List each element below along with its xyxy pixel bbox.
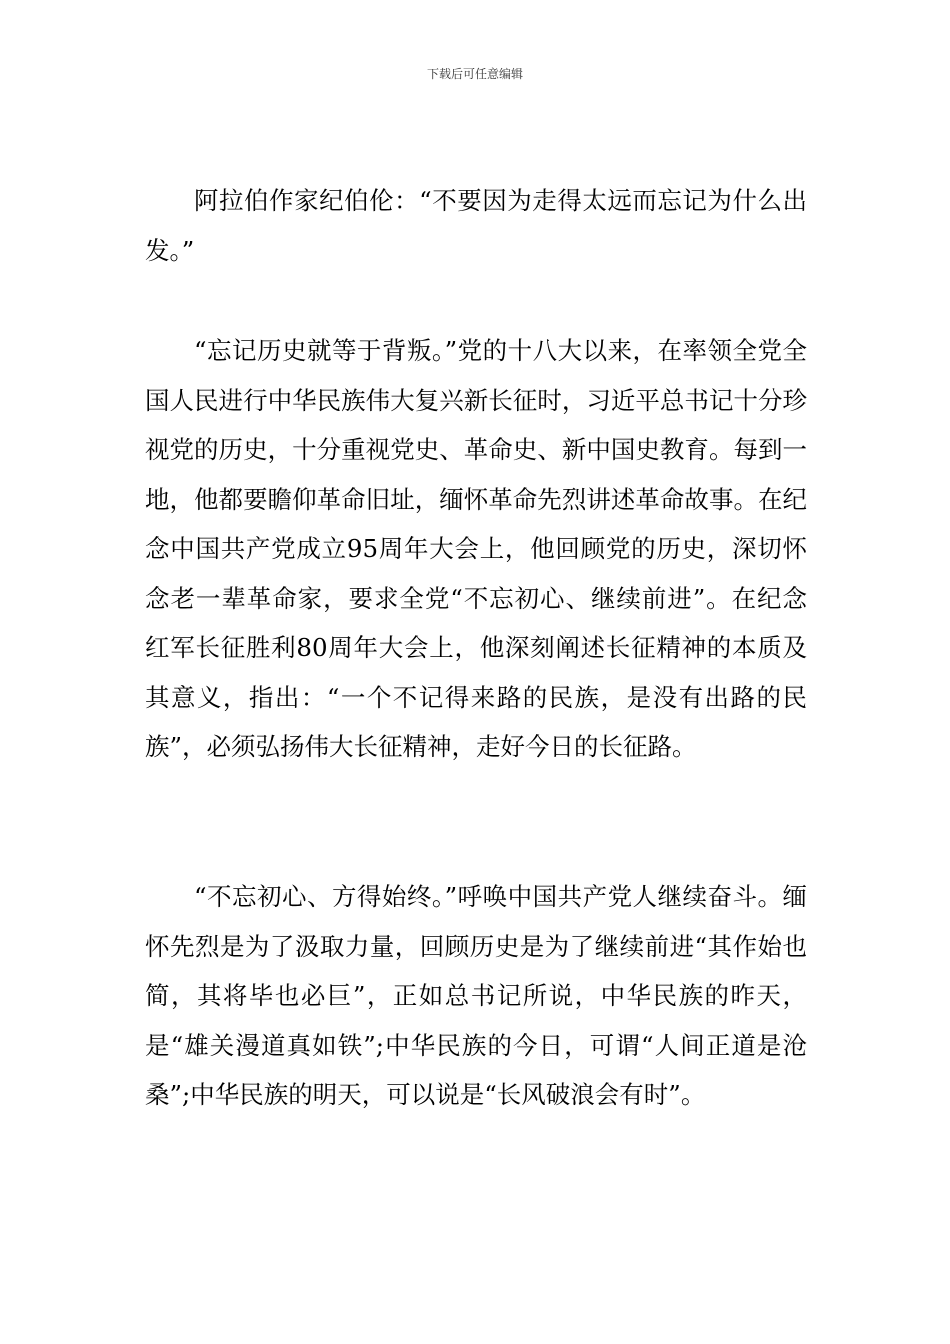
page-header-note: 下载后可任意编辑 xyxy=(426,67,523,81)
paragraph-gibran-quote: 阿拉伯作家纪伯伦：“不要因为走得太远而忘记为什么出发。” xyxy=(145,186,807,265)
paragraph-history: “忘记历史就等于背叛。”党的十八大以来，在率领全党全国人民进行中华民族伟大复兴新长征时，习近平总书记十分珍视党的历史，十分重视党史、革命史、新中国史教育。每到一地，他都要瞻仰革命旧址，缅怀革命先烈讲述革命故事。在纪念中国共产党成立95周年大会上，他回顾党的历史，深切怀念老一辈革命家，要求全党“不忘初心、继续前进”。在纪念红军长征胜利80周年大会上，他深刻阐述长征精神的本质及其意义，指出：“一个不记得来路的民族，是没有出路的民族”，必须弘扬伟大长征精神，走好今日的长征路。 xyxy=(145,336,807,761)
paragraph-original-aspiration: “不忘初心、方得始终。”呼唤中国共产党人继续奋斗。缅怀先烈是为了汲取力量，回顾历史是为了继续前进“其作始也简，其将毕也必巨”，正如总书记所说，中华民族的昨天，是“雄关漫道真如铁”;中华民族的今日，可谓“人间正道是沧桑”;中华民族的明天，可以说是“长风破浪会有时”。 xyxy=(145,882,807,1109)
